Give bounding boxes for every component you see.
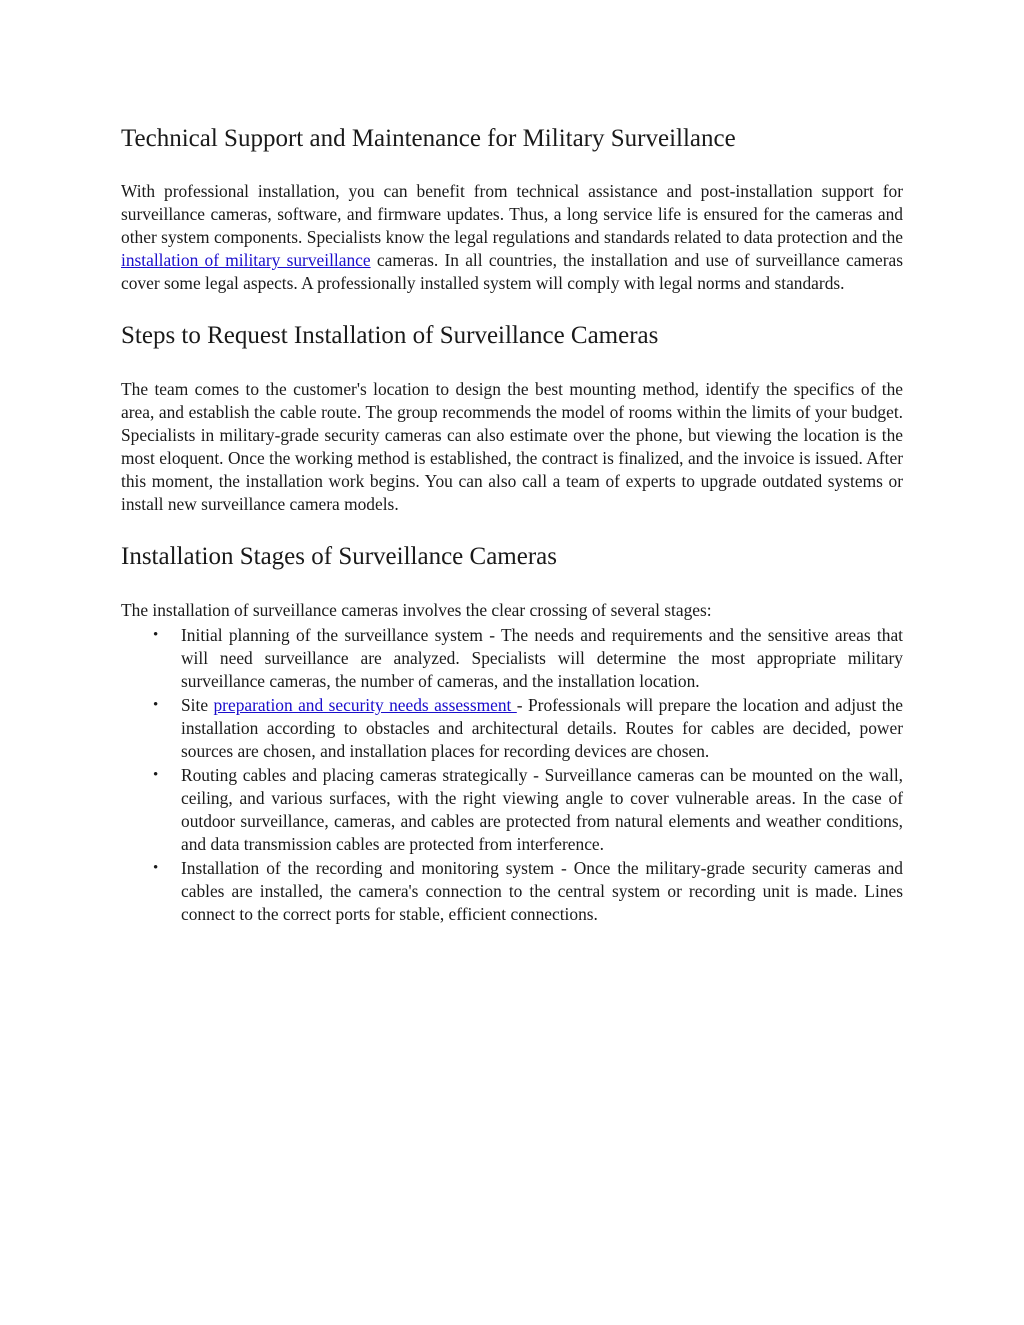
list-item-text: Initial planning of the surveillance system - The needs and requirements and the sensitive areas that will need surveillance are analyzed. Specialists will determine the most appropriate military surveillance cameras, the number of cameras, and the installation location. <box>181 625 903 691</box>
list-item <box>121 764 903 856</box>
list-item <box>121 624 903 693</box>
section-intro-installation-stages: The installation of surveillance cameras involves the clear crossing of several stages: <box>121 600 712 620</box>
section-title-technical-support: Technical Support and Maintenance for Military Surveillance <box>121 125 736 152</box>
document-page <box>121 118 903 927</box>
section-body-request-installation: The team comes to the customer's location to design the best mounting method, identify the specifics of the area, and establish the cable route. The group recommends the model of rooms within the limits of your budget. Specialists in military-grade security cameras can also estimate over the phone, but viewing the location is the most eloquent. Once the working method is established, the contract is finalized, and the invoice is issued. After this moment, the installation work begins. You can also call a team of experts to upgrade outdated systems or install new surveillance camera models. <box>121 379 903 514</box>
bullet-icon: • <box>153 697 159 713</box>
bullet-icon: • <box>153 767 159 783</box>
link-preparation-and-security-needs-assessment[interactable]: preparation and security needs assessment <box>213 695 517 715</box>
section-body-technical-support <box>121 180 903 295</box>
bullet-icon: • <box>153 860 159 876</box>
link-installation-of-military-surveillance[interactable]: installation of military surveillance <box>121 250 371 270</box>
stages-list <box>121 624 903 926</box>
body-text: With professional installation, you can benefit from technical assistance and post-installation support for surveillance cameras, software, and firmware updates. Thus, a long service life is ensured for the cameras and other system components. Specialists know the legal regulations and standards related to data protection and the <box>121 181 903 247</box>
bullet-icon: • <box>153 627 159 643</box>
list-item-text: Routing cables and placing cameras strategically - Surveillance cameras can be mounted on the wall, ceiling, and various surfaces, with the right viewing angle to cover vulnerable areas. In the case of outdoor surveillance, cameras, and cables are protected from natural elements and weather conditions, and data transmission cables are protected from interference. <box>181 765 903 854</box>
list-item <box>121 857 903 926</box>
list-item-text: Installation of the recording and monitoring system - Once the military-grade security cameras and cables are installed, the camera's connection to the central system or recording unit is made. Lines connect to the correct ports for stable, efficient connections. <box>181 858 903 924</box>
list-item <box>121 694 903 763</box>
section-title-request-installation: Steps to Request Installation of Surveillance Cameras <box>121 322 659 349</box>
list-item-text: Site <box>181 695 214 715</box>
body-text: cameras. In all countries, the installation and use of surveillance cameras cover some legal aspects. A professionally installed system will comply with legal norms and standards. <box>121 250 903 293</box>
section-title-installation-stages: Installation Stages of Surveillance Cameras <box>121 543 557 570</box>
list-item-text: - Professionals will prepare the location and adjust the installation according to obstacles and architectural details. Routes for cables are decided, power sources are chosen, and installation places for recording devices are chosen. <box>181 695 904 761</box>
